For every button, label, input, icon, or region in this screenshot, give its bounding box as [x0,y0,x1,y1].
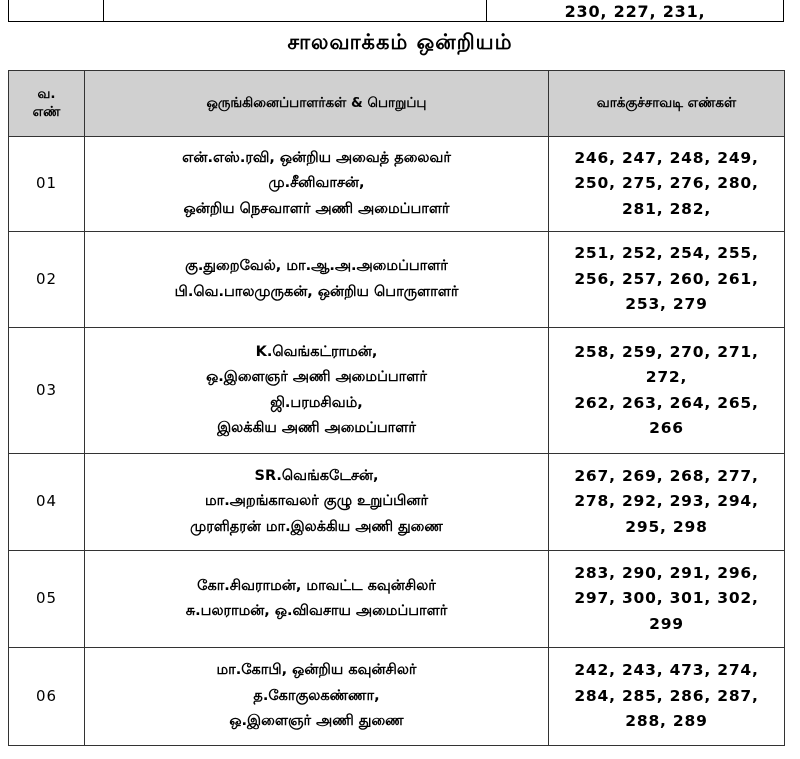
coordinator-line: மு.சீனிவாசன், [268,175,365,192]
row-number: 04 [9,454,85,551]
coordinator-line: முரளிதரன் மா.இலக்கிய அணி துணை [190,518,443,535]
header-coordinators: ஒருங்கினைப்பாளர்கள் & பொறுப்பு [85,71,549,137]
booth-numbers-cell [549,454,785,551]
table-header-row [9,71,785,137]
section-title: சாலவாக்கம் ஒன்றியம் [287,30,513,54]
coordinator-line: மா.கோபி, ஒன்றிய கவுன்சிலர் [216,662,417,679]
coordinator-line: த.கோகுலகண்ணா, [253,687,380,704]
coordinator-line: ஜி.பரமசிவம், [270,394,363,411]
booth-numbers-line: 246, 247, 248, 249, [574,148,759,167]
coordinator-cell [85,232,549,328]
booth-numbers-line: 284, 285, 286, 287, [574,686,759,705]
booth-numbers-line: 258, 259, 270, 271, [574,342,759,361]
coordinator-line: என்.எஸ்.ரவி, ஒன்றிய அவைத் தலைவர் [182,149,451,166]
header-no-label: வ. எண் [32,85,61,120]
prev-coordinator-cell [104,0,487,22]
booth-numbers-cell [549,232,785,328]
table-row [9,648,785,746]
booth-numbers-cell [549,328,785,454]
booth-numbers-line: 250, 275, 276, 280, [574,174,759,193]
coordinator-line: ஒ.இளைஞர் அணி துணை [229,713,404,730]
table-row [9,232,785,328]
booth-numbers-line: 299 [649,614,684,633]
coordinator-cell [85,137,549,232]
header-booths: வாக்குச்சாவடி எண்கள் [549,71,785,137]
table-row [9,137,785,232]
previous-table-fragment [0,0,800,22]
coordinator-line: கு.துறைவேல், மா.ஆ.அ.அமைப்பாளர் [185,258,448,274]
table-row [9,551,785,648]
table-row [9,454,785,551]
coordinator-cell [85,328,549,454]
booth-numbers-line: 251, 252, 254, 255, [574,244,759,263]
booth-numbers-line: 242, 243, 473, 274, [574,661,759,680]
coordinator-line: ஒ.இளைஞர் அணி அமைப்பாளர் [206,369,427,385]
coordinator-line: மா.அறங்காவலர் குழு உறுப்பினர் [204,493,429,510]
header-no [9,71,85,137]
coordinator-line: கோ.சிவராமன், மாவட்ட கவுன்சிலர் [197,577,436,594]
booth-numbers-line: 262, 263, 264, 265, [574,393,759,412]
prev-no-cell [9,0,104,22]
booth-numbers-line: 267, 269, 268, 277, [574,466,759,485]
coordinator-line: ஒன்றிய நெசவாளர் அணி அமைப்பாளர் [183,200,450,217]
booth-numbers-cell [549,137,785,232]
coordinator-line: பி.வெ.பாலமுருகன், ஒன்றிய பொருளாளர் [174,283,459,300]
coordinators-table [8,70,785,746]
coordinator-cell [85,454,549,551]
row-number: 03 [9,328,85,454]
booth-numbers-line: 281, 282, [621,199,712,218]
booth-numbers-line: 278, 292, 293, 294, [574,492,759,511]
row-number: 05 [9,551,85,648]
row-number: 02 [9,232,85,328]
booth-numbers-cell [549,551,785,648]
booth-numbers-cell [549,648,785,746]
row-number: 06 [9,648,85,746]
booth-numbers-line: 283, 290, 291, 296, [574,563,759,582]
table-body [9,137,785,746]
booth-numbers-line: 253, 279 [625,295,708,314]
booth-numbers-line: 297, 300, 301, 302, [574,589,759,608]
table-row [9,328,785,454]
coordinator-cell [85,551,549,648]
coordinator-line: சு.பலராமன், ஒ.விவசாய அமைப்பாளர் [185,603,448,619]
booth-numbers-line: 295, 298 [625,517,708,536]
booth-numbers-line: 272, [645,368,688,386]
coordinator-line: K.வெங்கட்ராமன், [255,343,378,360]
booth-numbers-line: 256, 257, 260, 261, [574,269,759,288]
row-number: 01 [9,137,85,232]
booth-numbers-line: 266 [649,419,684,437]
booth-numbers-line: 288, 289 [625,712,708,731]
prev-booths-cell: 230, 227, 231, [487,0,784,22]
coordinator-line: இலக்கிய அணி அமைப்பாளர் [217,420,416,436]
coordinator-cell [85,648,549,746]
coordinator-line: SR.வெங்கடேசன், [254,467,379,484]
